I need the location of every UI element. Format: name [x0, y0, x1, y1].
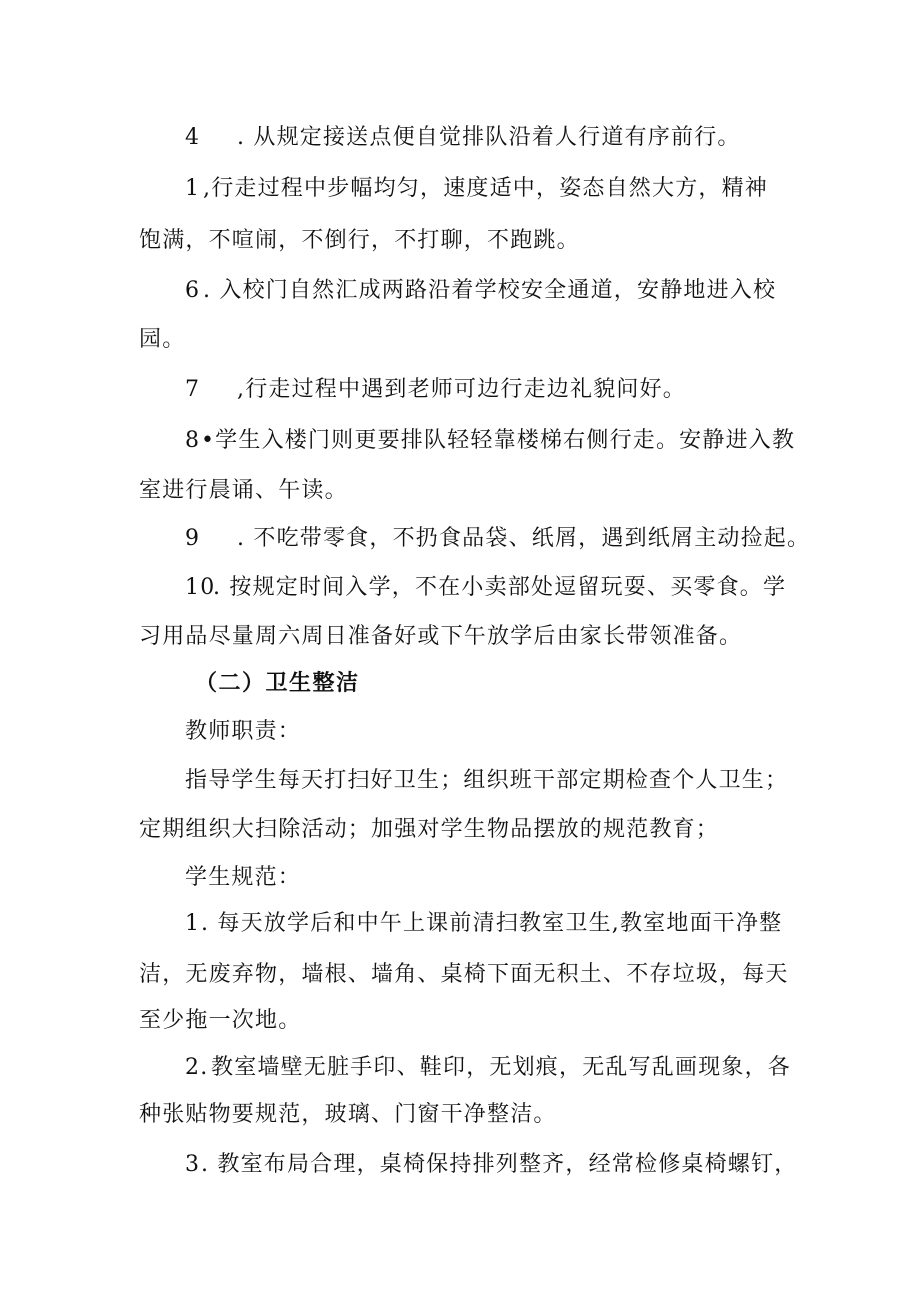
item-text: . 按规定时间入学，不在小卖部处逗留玩耍、买零食。学 — [213, 575, 787, 600]
item-continuation — [139, 226, 580, 256]
item-10 — [185, 573, 786, 603]
rule-text: . 每天放学后和中午上课前清扫教室卫生,教室地面干净整 — [201, 911, 783, 936]
rule-continuation — [139, 1006, 301, 1036]
teacher-label: 教师职责： — [185, 719, 302, 744]
rule-number: 2. — [185, 1055, 209, 1080]
rule-continuation — [139, 960, 789, 990]
item-continuation — [139, 325, 185, 355]
teacher-duties-line: 指导学生每天打扫好卫生；组织班干部定期检查个人卫生； — [185, 768, 789, 793]
rule-text: 教室墙壁无脏手印、鞋印，无划痕，无乱写乱画现象，各 — [211, 1055, 792, 1080]
item-9 — [185, 524, 810, 554]
item-number: 10 — [185, 575, 216, 600]
rule-1 — [185, 909, 782, 939]
item-text: . 入校门自然汇成两路沿着学校安全通道，安静地进入校 — [203, 278, 777, 303]
section-heading: （二）卫生整洁 — [195, 671, 360, 696]
item-text: 室进行晨诵、午读。 — [139, 478, 348, 503]
item-number: 4 — [185, 125, 201, 150]
item-text: 园。 — [139, 327, 186, 352]
item-text: ,行走过程中步幅均匀，速度适中，姿态自然大方，精神 — [203, 176, 768, 201]
item-text: 习用品尽量周六周日准备好或下午放学后由家长带领准备。 — [139, 624, 743, 649]
item-text: . 从规定接送点便自觉排队沿着人行道有序前行。 — [237, 125, 741, 150]
item-continuation — [139, 622, 742, 652]
item-text: 饱满，不喧闹，不倒行，不打聊，不跑跳。 — [139, 228, 580, 253]
rule-number: 1 — [185, 911, 201, 936]
item-text: •学生入楼门则更要排队轻轻靠楼梯右侧行走。安静进入教 — [201, 428, 796, 453]
teacher-duties-line: 定期组织大扫除活动；加强对学生物品摆放的规范教育； — [139, 817, 720, 842]
item-8 — [185, 426, 795, 456]
rule-text: . 教室布局合理，桌椅保持排列整齐，经常检修桌椅螺钉， — [201, 1152, 798, 1177]
item-continuation — [139, 476, 348, 506]
item-7 — [185, 375, 686, 405]
rule-3 — [185, 1150, 797, 1180]
item-text: . 不吃带零食，不扔食品袋、纸屑，遇到纸屑主动捡起。 — [237, 526, 811, 551]
rule-text: 至少拖一次地。 — [139, 1008, 302, 1033]
item-number: 8 — [185, 428, 201, 453]
item-number: 1 — [185, 176, 201, 201]
item-1 — [185, 174, 768, 204]
rule-number: 3 — [185, 1152, 201, 1177]
item-4 — [185, 123, 741, 153]
rule-2 — [185, 1053, 791, 1083]
item-6 — [185, 276, 776, 306]
item-text: ,行走过程中遇到老师可边行走边礼貌问好。 — [237, 377, 686, 402]
rule-text: 洁，无废弃物，墙根、墙角、桌椅下面无积土、不存垃圾，每天 — [139, 962, 789, 987]
item-number: 6 — [185, 278, 201, 303]
item-number: 7 — [185, 377, 201, 402]
student-label: 学生规范： — [185, 865, 302, 890]
rule-text: 种张贴物要规范，玻璃、门窗干净整洁。 — [139, 1102, 557, 1127]
item-number: 9 — [185, 526, 201, 551]
rule-continuation — [139, 1100, 557, 1130]
